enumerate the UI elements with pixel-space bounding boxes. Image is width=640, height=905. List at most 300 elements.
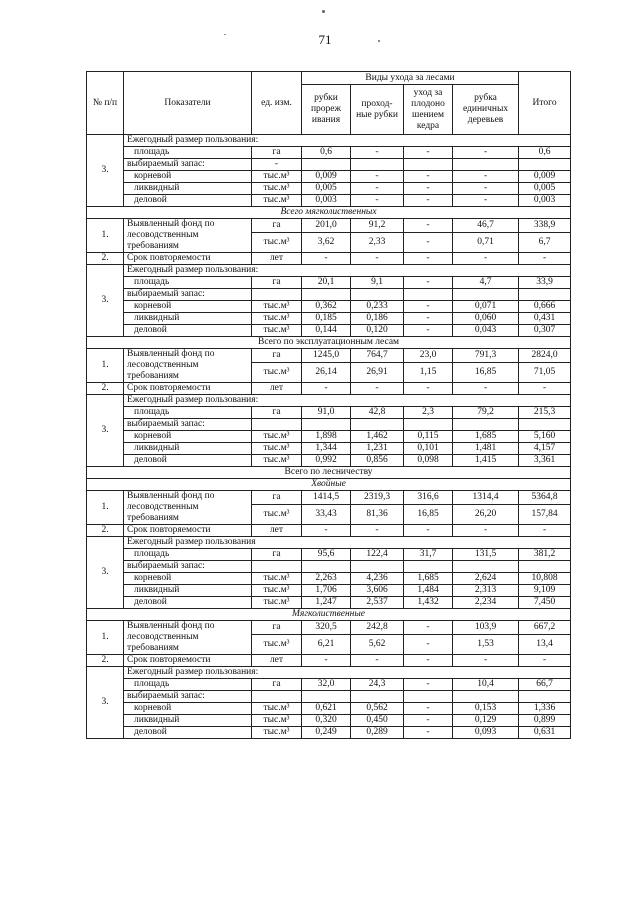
section-row: [87, 207, 571, 219]
value-passage: 2,33: [351, 233, 404, 253]
value-cedar-care: -: [404, 219, 453, 233]
empty-cell: [302, 691, 351, 703]
unit-cell: га: [252, 219, 302, 233]
value-cedar-care: -: [404, 703, 453, 715]
value-total: 338,9: [519, 219, 571, 233]
empty-cell: [453, 561, 519, 573]
table-row: [87, 147, 571, 159]
section-heading: Хвойные: [87, 479, 571, 491]
value-thinning: 1414,5: [302, 491, 351, 505]
value-passage: 0,289: [351, 727, 404, 739]
table-row: [87, 597, 571, 609]
header-thinning: рубки прореж ивания: [302, 85, 351, 135]
indicator-label: корневой: [124, 703, 252, 715]
table-row: [87, 525, 571, 537]
value-single-trees: 16,85: [453, 363, 519, 383]
value-total: 0,005: [519, 183, 571, 195]
value-thinning: 95,6: [302, 549, 351, 561]
value-cedar-care: -: [404, 635, 453, 655]
value-total: 7,450: [519, 597, 571, 609]
empty-cell: [453, 159, 519, 171]
value-passage: -: [351, 253, 404, 265]
value-single-trees: 2,234: [453, 597, 519, 609]
scan-speck: [378, 40, 380, 42]
value-cedar-care: -: [404, 621, 453, 635]
header-passage: проход-ные рубки: [351, 85, 404, 135]
empty-cell: [302, 289, 351, 301]
empty-cell: [351, 289, 404, 301]
value-thinning: -: [302, 383, 351, 395]
value-single-trees: 1,53: [453, 635, 519, 655]
value-total: -: [519, 383, 571, 395]
value-single-trees: 1,685: [453, 431, 519, 443]
table-row: [87, 655, 571, 667]
table-row: [87, 573, 571, 585]
value-cedar-care: 23,0: [404, 349, 453, 363]
value-total: 0,009: [519, 171, 571, 183]
empty-cell: [453, 289, 519, 301]
table-row: [87, 691, 571, 703]
indicator-label: Ежегодный размер пользования:: [124, 135, 571, 147]
unit-cell: [252, 289, 302, 301]
unit-cell: тыс.м³: [252, 301, 302, 313]
value-total: 9,109: [519, 585, 571, 597]
value-cedar-care: -: [404, 147, 453, 159]
empty-cell: [351, 419, 404, 431]
header-cedar-care: уход за плодоно шением кедра: [404, 85, 453, 135]
value-passage: 42,8: [351, 407, 404, 419]
table-row: [87, 135, 571, 147]
table-row: [87, 561, 571, 573]
value-single-trees: -: [453, 655, 519, 667]
value-cedar-care: -: [404, 383, 453, 395]
table-header: [87, 72, 571, 135]
indicator-label: Срок повторяемости: [124, 525, 252, 537]
value-total: 381,2: [519, 549, 571, 561]
empty-cell: [404, 159, 453, 171]
value-thinning: 1,898: [302, 431, 351, 443]
value-passage: 242,8: [351, 621, 404, 635]
unit-cell: га: [252, 621, 302, 635]
value-cedar-care: 1,685: [404, 573, 453, 585]
unit-cell: тыс.м³: [252, 505, 302, 525]
indicator-label: выбираемый запас:: [124, 419, 252, 431]
value-cedar-care: 316,6: [404, 491, 453, 505]
value-thinning: 1,706: [302, 585, 351, 597]
empty-cell: [302, 159, 351, 171]
value-cedar-care: -: [404, 183, 453, 195]
unit-cell: га: [252, 407, 302, 419]
value-passage: -: [351, 171, 404, 183]
table-row: [87, 313, 571, 325]
indicator-label: деловой: [124, 455, 252, 467]
value-thinning: 32,0: [302, 679, 351, 691]
value-thinning: 0,144: [302, 325, 351, 337]
value-thinning: 6,21: [302, 635, 351, 655]
value-single-trees: 103,9: [453, 621, 519, 635]
section-heading: Всего по эксплуатационным лесам: [87, 337, 571, 349]
value-passage: -: [351, 195, 404, 207]
row-number: 1.: [87, 621, 124, 655]
scan-speck: [224, 34, 226, 35]
value-thinning: -: [302, 525, 351, 537]
table-row: [87, 491, 571, 505]
value-thinning: 0,009: [302, 171, 351, 183]
indicator-label: площадь: [124, 679, 252, 691]
value-total: 13,4: [519, 635, 571, 655]
row-number: 1.: [87, 219, 124, 253]
value-single-trees: 79,2: [453, 407, 519, 419]
value-single-trees: 131,5: [453, 549, 519, 561]
empty-cell: [351, 691, 404, 703]
value-single-trees: 10,4: [453, 679, 519, 691]
value-passage: 0,233: [351, 301, 404, 313]
value-single-trees: 46,7: [453, 219, 519, 233]
unit-cell: га: [252, 549, 302, 561]
value-single-trees: -: [453, 253, 519, 265]
indicator-label: выбираемый запас:: [124, 159, 252, 171]
unit-cell: тыс.м³: [252, 443, 302, 455]
value-thinning: 0,362: [302, 301, 351, 313]
unit-cell: -: [252, 159, 302, 171]
value-single-trees: 26,20: [453, 505, 519, 525]
table-row: [87, 349, 571, 363]
indicator-label: Срок повторяемости: [124, 253, 252, 265]
unit-cell: га: [252, 349, 302, 363]
value-cedar-care: 1,15: [404, 363, 453, 383]
value-thinning: 26,14: [302, 363, 351, 383]
unit-cell: тыс.м³: [252, 715, 302, 727]
value-thinning: 0,249: [302, 727, 351, 739]
empty-cell: [351, 561, 404, 573]
value-passage: 0,450: [351, 715, 404, 727]
unit-cell: лет: [252, 525, 302, 537]
value-total: 66,7: [519, 679, 571, 691]
indicator-label: Выявленный фонд по лесоводственным требованиям: [124, 621, 252, 655]
unit-cell: [252, 419, 302, 431]
value-cedar-care: -: [404, 313, 453, 325]
indicator-label: выбираемый запас:: [124, 691, 252, 703]
empty-cell: [453, 691, 519, 703]
value-thinning: 0,992: [302, 455, 351, 467]
table-row: [87, 383, 571, 395]
value-total: 4,157: [519, 443, 571, 455]
table-row: [87, 667, 571, 679]
value-single-trees: -: [453, 171, 519, 183]
value-passage: 26,91: [351, 363, 404, 383]
value-total: 0,307: [519, 325, 571, 337]
value-total: 2824,0: [519, 349, 571, 363]
value-single-trees: -: [453, 195, 519, 207]
value-total: 1,336: [519, 703, 571, 715]
value-thinning: -: [302, 253, 351, 265]
value-passage: -: [351, 655, 404, 667]
empty-cell: [519, 289, 571, 301]
value-single-trees: 0,153: [453, 703, 519, 715]
empty-cell: [519, 419, 571, 431]
value-thinning: 0,003: [302, 195, 351, 207]
value-cedar-care: 31,7: [404, 549, 453, 561]
unit-cell: [252, 561, 302, 573]
value-thinning: 2,263: [302, 573, 351, 585]
value-single-trees: 0,060: [453, 313, 519, 325]
table-row: [87, 183, 571, 195]
indicator-label: выбираемый запас:: [124, 561, 252, 573]
unit-cell: лет: [252, 253, 302, 265]
value-single-trees: 0,129: [453, 715, 519, 727]
unit-cell: лет: [252, 383, 302, 395]
value-passage: -: [351, 147, 404, 159]
value-passage: -: [351, 525, 404, 537]
value-passage: 3,606: [351, 585, 404, 597]
indicator-label: Ежегодный размер пользования:: [124, 667, 571, 679]
value-thinning: -: [302, 655, 351, 667]
value-passage: 0,562: [351, 703, 404, 715]
row-number: 2.: [87, 525, 124, 537]
unit-cell: тыс.м³: [252, 183, 302, 195]
row-number: 2.: [87, 383, 124, 395]
indicator-label: корневой: [124, 171, 252, 183]
indicator-label: корневой: [124, 431, 252, 443]
scan-speck: [322, 10, 325, 13]
indicator-label: Выявленный фонд по лесоводственным требованиям: [124, 349, 252, 383]
row-number: 2.: [87, 655, 124, 667]
value-passage: 1,462: [351, 431, 404, 443]
unit-cell: тыс.м³: [252, 363, 302, 383]
value-cedar-care: -: [404, 655, 453, 667]
value-total: 3,361: [519, 455, 571, 467]
unit-cell: тыс.м³: [252, 573, 302, 585]
section-row: [87, 467, 571, 479]
indicator-label: площадь: [124, 407, 252, 419]
value-thinning: 3,62: [302, 233, 351, 253]
value-single-trees: 4,7: [453, 277, 519, 289]
value-passage: 2319,3: [351, 491, 404, 505]
unit-cell: тыс.м³: [252, 233, 302, 253]
value-thinning: 201,0: [302, 219, 351, 233]
value-cedar-care: 0,101: [404, 443, 453, 455]
header-single-trees: рубка единичных деревьев: [453, 85, 519, 135]
value-cedar-care: -: [404, 715, 453, 727]
row-number: 2.: [87, 253, 124, 265]
indicator-label: Срок повторяемости: [124, 655, 252, 667]
value-cedar-care: 1,484: [404, 585, 453, 597]
unit-cell: тыс.м³: [252, 727, 302, 739]
value-single-trees: -: [453, 525, 519, 537]
table-row: [87, 727, 571, 739]
value-passage: 91,2: [351, 219, 404, 233]
empty-cell: [351, 159, 404, 171]
table-row: [87, 325, 571, 337]
value-passage: 764,7: [351, 349, 404, 363]
value-total: 6,7: [519, 233, 571, 253]
unit-cell: тыс.м³: [252, 325, 302, 337]
row-number: 1.: [87, 491, 124, 525]
indicator-label: площадь: [124, 277, 252, 289]
unit-cell: тыс.м³: [252, 635, 302, 655]
row-number: 3.: [87, 537, 124, 609]
section-heading: Мягколиственные: [87, 609, 571, 621]
unit-cell: га: [252, 491, 302, 505]
indicator-label: ликвидный: [124, 443, 252, 455]
table-row: [87, 253, 571, 265]
empty-cell: [404, 691, 453, 703]
value-single-trees: 1314,4: [453, 491, 519, 505]
indicator-label: корневой: [124, 573, 252, 585]
table-row: [87, 537, 571, 549]
value-cedar-care: 16,85: [404, 505, 453, 525]
indicator-label: Выявленный фонд по лесоводственным требованиям: [124, 491, 252, 525]
table-row: [87, 277, 571, 289]
value-passage: 81,36: [351, 505, 404, 525]
table-row: [87, 679, 571, 691]
row-number: 3.: [87, 265, 124, 337]
table-row: [87, 195, 571, 207]
value-cedar-care: -: [404, 325, 453, 337]
value-cedar-care: -: [404, 171, 453, 183]
row-number: 3.: [87, 395, 124, 467]
value-total: 0,666: [519, 301, 571, 313]
table-row: [87, 219, 571, 233]
unit-cell: тыс.м³: [252, 195, 302, 207]
value-passage: -: [351, 383, 404, 395]
forest-care-table: [86, 71, 571, 739]
section-row: [87, 479, 571, 491]
unit-cell: тыс.м³: [252, 585, 302, 597]
indicator-label: Ежегодный размер пользования:: [124, 265, 571, 277]
value-passage: 4,236: [351, 573, 404, 585]
indicator-label: деловой: [124, 597, 252, 609]
table-row: [87, 159, 571, 171]
value-passage: 0,186: [351, 313, 404, 325]
indicator-label: площадь: [124, 549, 252, 561]
table-row: [87, 289, 571, 301]
section-row: [87, 337, 571, 349]
value-thinning: 33,43: [302, 505, 351, 525]
header-care-types: Виды ухода за лесами: [302, 72, 519, 85]
value-passage: 1,231: [351, 443, 404, 455]
table-row: [87, 585, 571, 597]
value-thinning: 0,6: [302, 147, 351, 159]
table-row: [87, 265, 571, 277]
unit-cell: га: [252, 679, 302, 691]
table-row: [87, 455, 571, 467]
value-total: 0,6: [519, 147, 571, 159]
value-thinning: 320,5: [302, 621, 351, 635]
value-thinning: 91,0: [302, 407, 351, 419]
empty-cell: [302, 561, 351, 573]
unit-cell: тыс.м³: [252, 455, 302, 467]
value-single-trees: 1,481: [453, 443, 519, 455]
unit-cell: тыс.м³: [252, 703, 302, 715]
table-row: [87, 431, 571, 443]
value-cedar-care: 0,115: [404, 431, 453, 443]
unit-cell: га: [252, 277, 302, 289]
indicator-label: ликвидный: [124, 183, 252, 195]
indicator-label: деловой: [124, 195, 252, 207]
unit-cell: [252, 691, 302, 703]
table-row: [87, 301, 571, 313]
value-passage: 9,1: [351, 277, 404, 289]
value-total: 0,003: [519, 195, 571, 207]
header-total: Итого: [519, 72, 571, 135]
empty-cell: [453, 419, 519, 431]
value-cedar-care: -: [404, 253, 453, 265]
unit-cell: тыс.м³: [252, 431, 302, 443]
section-heading: Всего по лесничеству: [87, 467, 571, 479]
value-total: 10,808: [519, 573, 571, 585]
value-passage: 5,62: [351, 635, 404, 655]
value-single-trees: 0,071: [453, 301, 519, 313]
value-thinning: 0,621: [302, 703, 351, 715]
value-single-trees: -: [453, 147, 519, 159]
unit-cell: тыс.м³: [252, 313, 302, 325]
indicator-label: ликвидный: [124, 585, 252, 597]
value-single-trees: 2,624: [453, 573, 519, 585]
empty-cell: [404, 289, 453, 301]
table-body: [87, 135, 571, 739]
indicator-label: корневой: [124, 301, 252, 313]
value-total: 215,3: [519, 407, 571, 419]
table-row: [87, 407, 571, 419]
value-total: -: [519, 655, 571, 667]
indicator-label: деловой: [124, 727, 252, 739]
section-row: [87, 609, 571, 621]
value-single-trees: 0,71: [453, 233, 519, 253]
value-thinning: 1,344: [302, 443, 351, 455]
value-total: 5364,8: [519, 491, 571, 505]
row-number: 1.: [87, 349, 124, 383]
value-single-trees: 0,093: [453, 727, 519, 739]
empty-cell: [404, 419, 453, 431]
value-thinning: 0,185: [302, 313, 351, 325]
value-total: 0,431: [519, 313, 571, 325]
value-thinning: 0,320: [302, 715, 351, 727]
empty-cell: [302, 419, 351, 431]
indicator-label: Срок повторяемости: [124, 383, 252, 395]
table-row: [87, 395, 571, 407]
unit-cell: тыс.м³: [252, 171, 302, 183]
indicator-label: Ежегодный размер пользования:: [124, 395, 571, 407]
value-single-trees: -: [453, 383, 519, 395]
value-total: 0,631: [519, 727, 571, 739]
unit-cell: га: [252, 147, 302, 159]
table-row: [87, 171, 571, 183]
value-cedar-care: 0,098: [404, 455, 453, 467]
value-passage: 24,3: [351, 679, 404, 691]
table-row: [87, 443, 571, 455]
unit-cell: тыс.м³: [252, 597, 302, 609]
header-indicator: Показатели: [124, 72, 252, 135]
value-thinning: 20,1: [302, 277, 351, 289]
value-cedar-care: -: [404, 195, 453, 207]
value-single-trees: 0,043: [453, 325, 519, 337]
value-total: -: [519, 253, 571, 265]
value-thinning: 1245,0: [302, 349, 351, 363]
value-passage: 122,4: [351, 549, 404, 561]
value-total: 667,2: [519, 621, 571, 635]
value-cedar-care: -: [404, 277, 453, 289]
value-cedar-care: 1,432: [404, 597, 453, 609]
empty-cell: [404, 561, 453, 573]
value-total: 5,160: [519, 431, 571, 443]
indicator-label: площадь: [124, 147, 252, 159]
value-single-trees: -: [453, 183, 519, 195]
row-number: 3.: [87, 135, 124, 207]
value-single-trees: 1,415: [453, 455, 519, 467]
value-passage: 0,856: [351, 455, 404, 467]
value-passage: 0,120: [351, 325, 404, 337]
